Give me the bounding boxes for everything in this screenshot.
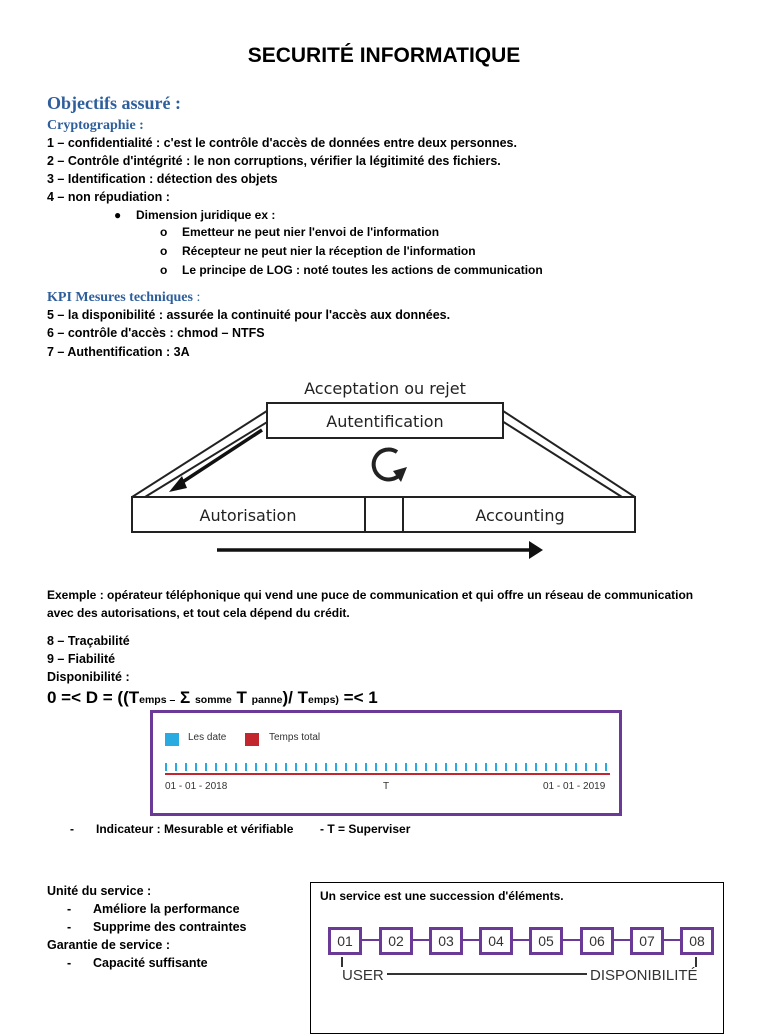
timeline-middle-label: T	[383, 781, 390, 792]
dimension-subitem: o Le principe de LOG : noté toutes les actions de communication	[160, 263, 543, 277]
kpi-item: 5 – la disponibilité : assurée la continuité pour l'accès aux données.	[47, 308, 451, 322]
item-tracabilite: 8 – Traçabilité	[47, 634, 130, 648]
legend-date-label: Les date	[188, 732, 227, 743]
diagram-left-label: Autorisation	[199, 506, 297, 525]
example-text-2: avec des autorisations, et tout cela dépend du crédit.	[47, 606, 350, 620]
availability-formula: 0 =< D = ((Temps – Σ somme T panne)/ Temps) =< 1	[47, 688, 378, 707]
circle-bullet-icon: o	[160, 225, 168, 239]
service-element: 07	[630, 927, 664, 955]
kpi-item: 6 – contrôle d'accès : chmod – NTFS	[47, 326, 265, 340]
page-title: SECURITÉ INFORMATIQUE	[247, 44, 521, 67]
item-fiabilite: 9 – Fiabilité	[47, 652, 116, 666]
crypto-heading: Cryptographie :	[47, 118, 144, 133]
service-element: 06	[580, 927, 614, 955]
service-element: 02	[379, 927, 413, 955]
circle-bullet-icon: o	[160, 263, 168, 277]
objectives-heading: Objectifs assuré :	[47, 93, 181, 113]
arrow-down-left-icon	[178, 430, 262, 485]
service-element: 08	[680, 927, 714, 955]
service-box	[310, 882, 724, 1034]
service-unit-heading: Unité du service :	[47, 884, 152, 898]
crypto-item: 4 – non répudiation :	[47, 190, 170, 204]
indicator-item: - Indicateur : Mesurable et vérifiable	[70, 822, 294, 836]
crypto-item: 2 – Contrôle d'intégrité : le non corruptions, vérifier la légitimité des fichiers.	[47, 154, 501, 168]
service-element: 01	[328, 927, 362, 955]
legend-total-label: Temps total	[269, 732, 321, 743]
kpi-item: 7 – Authentification : 3A	[47, 345, 190, 359]
service-element: 03	[429, 927, 463, 955]
guarantee-item: - Capacité suffisante	[67, 956, 208, 970]
guarantee-heading: Garantie de service :	[47, 938, 170, 952]
circle-bullet-icon: o	[160, 244, 168, 258]
bullet-icon: ●	[114, 208, 122, 222]
service-availability-label: DISPONIBILITÉ	[587, 967, 701, 984]
crypto-item: 3 – Identification : détection des objets	[47, 172, 278, 186]
service-unit-item: - Supprime des contraintes	[67, 920, 247, 934]
item-disponibilite: Disponibilité :	[47, 670, 130, 684]
dimension-subitem: o Emetteur ne peut nier l'envoi de l'information	[160, 225, 440, 239]
service-caption: Un service est une succession d'éléments.	[320, 889, 564, 903]
timeline-ticks	[165, 763, 610, 771]
aaa-diagram	[125, 372, 645, 572]
service-element: 04	[479, 927, 513, 955]
legend-total-swatch	[245, 733, 259, 746]
timeline-end-label: 01 - 01 - 2019	[543, 781, 606, 792]
diagram-right-label: Accounting	[475, 506, 565, 525]
diagram-center-label: Autentification	[326, 412, 444, 431]
timeline-axis	[165, 773, 610, 775]
diagram-top-label: Acceptation ou rejet	[304, 379, 466, 398]
kpi-heading: KPI Mesures techniques :	[47, 290, 201, 305]
service-user-label: USER	[339, 967, 387, 984]
dimension-bullet: ● Dimension juridique ex :	[114, 208, 276, 222]
service-unit-item: - Améliore la performance	[67, 902, 240, 916]
legend-date-swatch	[165, 733, 179, 746]
supervise-item: - T = Superviser	[320, 822, 411, 836]
dimension-subitem: o Récepteur ne peut nier la réception de l'information	[160, 244, 476, 258]
crypto-item: 1 – confidentialité : c'est le contrôle d'accès de données entre deux personnes.	[47, 136, 517, 150]
example-text: Exemple : opérateur téléphonique qui vend une puce de communication et qui offre un réseau de communication	[47, 588, 694, 602]
service-element: 05	[529, 927, 563, 955]
timeline-start-label: 01 - 01 - 2018	[165, 781, 228, 792]
timeline-panel	[150, 710, 622, 816]
